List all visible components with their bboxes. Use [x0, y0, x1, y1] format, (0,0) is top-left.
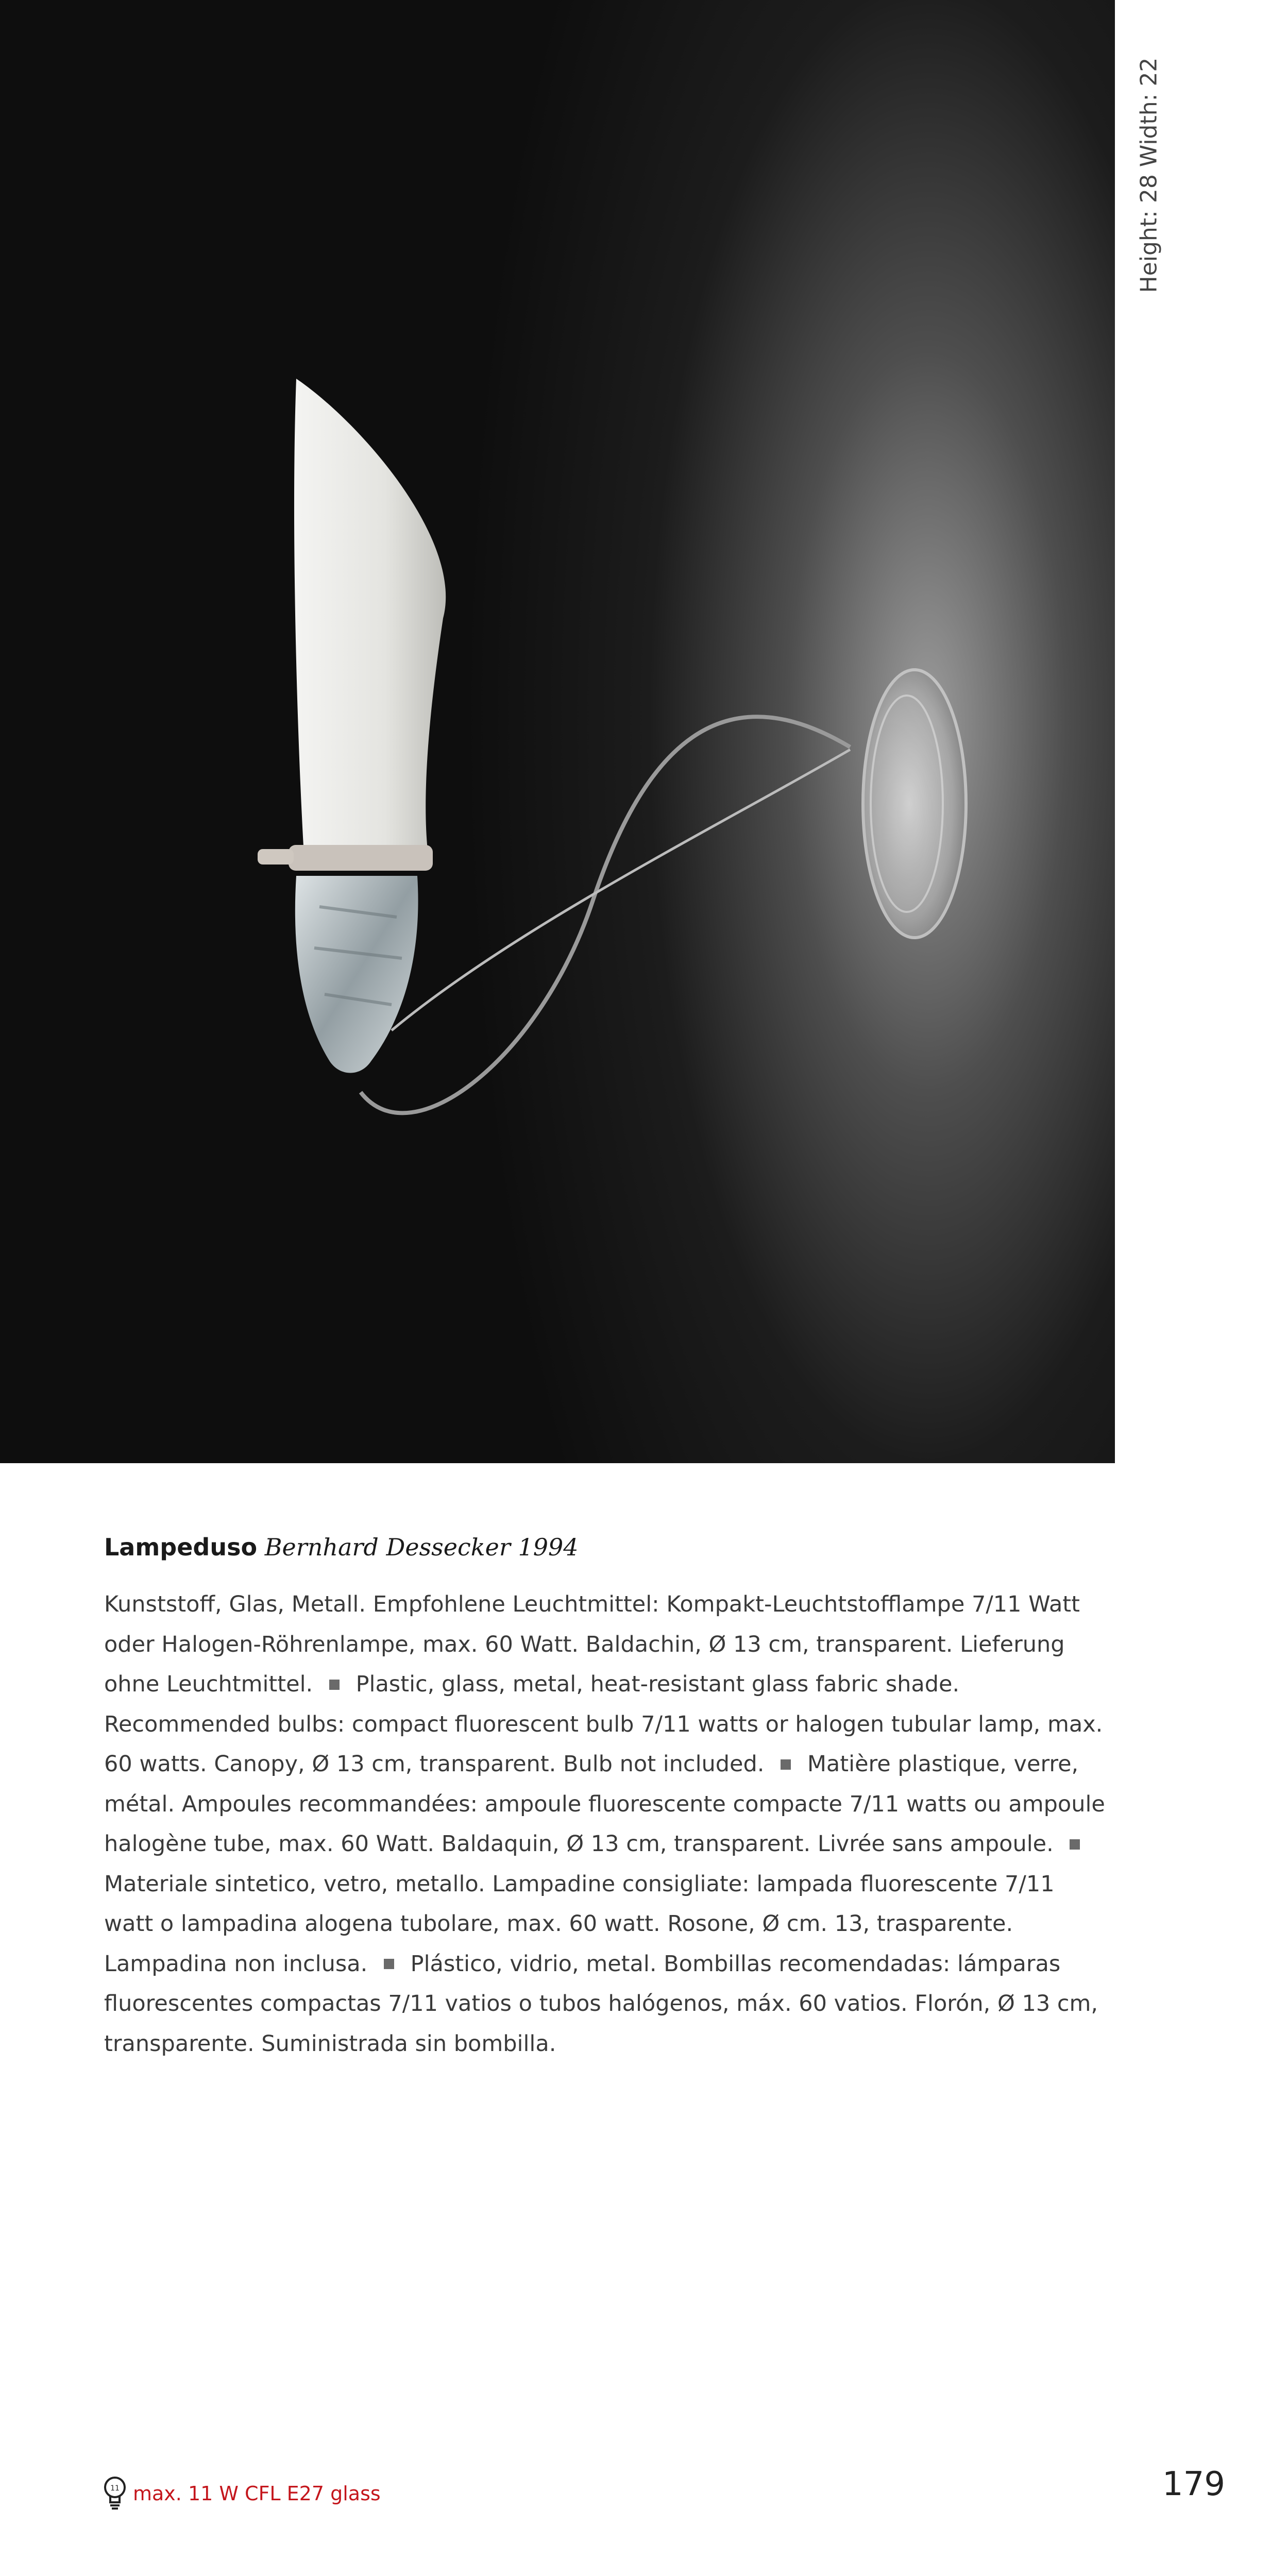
separator-square-icon: [781, 1759, 791, 1770]
description-de: Kunststoff, Glas, Metall. Empfohlene Leuchtmittel: Kompakt-Leuchtstofflampe 7/11 Watt oder Halogen-Röhrenlampe, max. 60 Watt. Baldachin, Ø 13 cm, transparent. Lieferung ohne Leuchtmittel.: [104, 1591, 1080, 1697]
caption: [104, 1530, 1109, 2064]
dimensions-label: [1123, 31, 1175, 319]
bulb-icon: [103, 2476, 127, 2512]
description-fr: Matière plastique, verre, métal. Ampoules recommandées: ampoule fluorescente compacte 7/11 watts ou ampoule halogène tube, max. 60 Watt. Baldaquin, Ø 13 cm, transparent. Livrée sans ampoule.: [104, 1751, 1105, 1857]
lamp-shade: [294, 379, 446, 855]
page-number: 179: [1162, 2465, 1225, 2503]
glass-holder: [295, 876, 418, 1073]
description-en: Plastic, glass, metal, heat-resistant glass fabric shade. Recommended bulbs: compact fluorescent bulb 7/11 watts or halogen tubular lamp, max. 60 watts. Canopy, Ø 13 cm, transparent. Bulb not included.: [104, 1671, 1103, 1777]
product-description: [104, 1585, 1109, 2064]
product-title: [104, 1530, 1109, 1564]
lamp-wire: [392, 750, 850, 1030]
separator-square-icon: [329, 1680, 340, 1690]
bulb-spec: [103, 2473, 381, 2514]
separator-square-icon: [1070, 1839, 1080, 1850]
bulb-spec-text: max. 11 W CFL E27 glass: [133, 2482, 381, 2505]
description-es: Plástico, vidrio, metal. Bombillas recomendadas: lámparas fluorescentes compactas 7/11 vatios o tubos halógenos, máx. 60 vatios. Florón, Ø 13 cm, transparente. Suministrada sin bombilla.: [104, 1951, 1098, 2057]
description-it: Materiale sintetico, vetro, metallo. Lampadine consigliate: lampada fluorescente 7/11 watt o lampadina alogena tubolare, max. 60 watt. Rosone, Ø cm. 13, trasparente. Lampadina non inclusa.: [104, 1871, 1055, 1977]
canopy: [863, 670, 966, 938]
lamp-illustration: [0, 0, 1115, 1463]
svg-text:11: 11: [110, 2484, 120, 2493]
separator-square-icon: [384, 1959, 394, 1969]
designer-year: Bernhard Dessecker 1994: [264, 1533, 579, 1561]
product-name: Lampeduso: [104, 1533, 258, 1561]
lamp-arm: [361, 717, 850, 1113]
product-photo: [0, 0, 1115, 1463]
dimensions-text: Height: 28 Width: 22: [1136, 57, 1162, 293]
